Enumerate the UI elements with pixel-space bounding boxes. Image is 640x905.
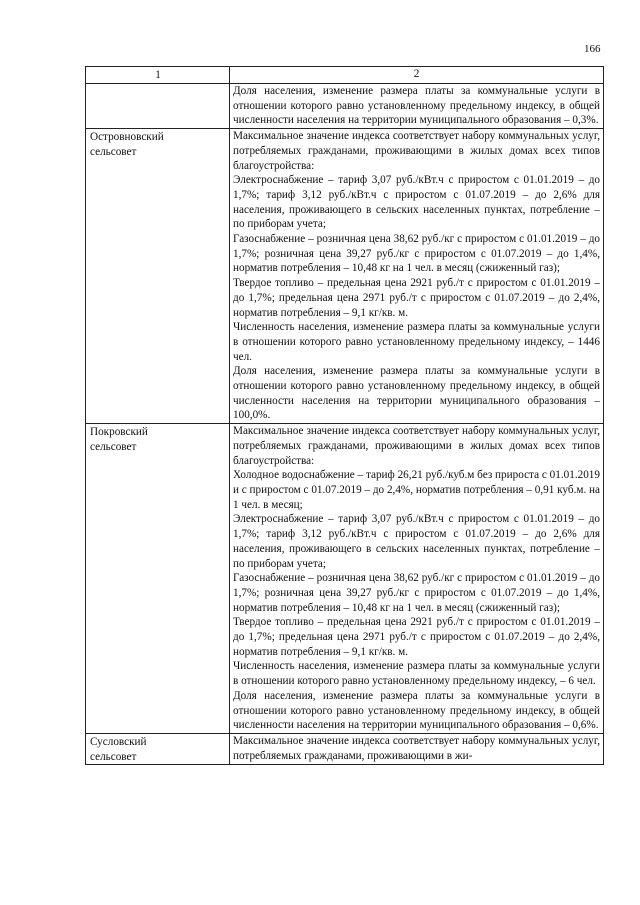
paragraph: Твердое топливо – предельная цена 2921 руб./т с приростом с 01.01.2019 – до 1,7%; предельная цена 2971 руб./т с приростом с 01.07.2019 – до 2,4%, норматив потребления – 9,1 кг/кв. м. (233, 616, 600, 658)
paragraph: Численность населения, изменение размера платы за коммунальные услуги в отношении которого равно установленному предельному индексу, – 6 чел. (233, 660, 600, 688)
table-row (86, 733, 604, 764)
paragraph: Доля населения, изменение размера платы за коммунальные услуги в отношении которого равно установленному предельному индексу, в общей численности населения на территории муниципального образования – 100,0%. (233, 365, 600, 422)
paragraph: Доля населения, изменение размера платы за коммунальные услуги в отношении которого равно установленному предельному индексу, в общей численности населения на территории муниципального образования – 0,3%. (233, 85, 600, 127)
paragraph: Максимальное значение индекса соответствует набору коммунальных услуг, потребляемых гражданами, проживающими в жилых домах всех типов благоустройства: (233, 425, 600, 467)
paragraph: Доля населения, изменение размера платы за коммунальные услуги в отношении которого равно установленному предельному индексу, в общей численности населения на территории муниципального образования – 0,6%. (233, 689, 600, 732)
paragraph: Максимальное значение индекса соответствует набору коммунальных услуг, потребляемых гражданами, проживающими в жи- (233, 734, 600, 762)
paragraph: Численность населения, изменение размера платы за коммунальные услуги в отношении которого равно установленному предельному индексу, – 1446 чел. (233, 321, 600, 363)
municipality-name: Сусловский сельсовет (86, 733, 230, 764)
municipality-name (86, 84, 230, 129)
paragraph: Электроснабжение – тариф 3,07 руб./кВт.ч с приростом с 01.01.2019 – до 1,7%; тариф 3,12 руб./кВт.ч с приростом с 01.07.2019 – до 2,6% для населения, проживающего в сельских населенных пунктах, потребление – по приборам учета; (233, 174, 600, 231)
paragraph: Максимальное значение индекса соответствует набору коммунальных услуг, потребляемых гражданами, проживающими в жилых домах всех типов благоустройства: (233, 130, 600, 172)
municipality-name: Покровский сельсовет (86, 424, 230, 734)
row-description (230, 84, 604, 129)
paragraph: Газоснабжение – розничная цена 38,62 руб./кг с приростом с 01.01.2019 – до 1,7%; розничная цена 39,27 руб./кг с приростом с 01.07.2019 – до 1,4%, норматив потребления – 10,48 кг на 1 чел. в месяц (сжиженный газ); (233, 233, 600, 275)
column-header-2: 2 (230, 67, 604, 84)
table-header-row (86, 67, 604, 84)
table-row (86, 424, 604, 734)
row-description (230, 129, 604, 424)
municipality-name: Островновский сельсовет (86, 129, 230, 424)
paragraph: Газоснабжение – розничная цена 38,62 руб./кг с приростом с 01.01.2019 – до 1,7%; розничная цена 39,27 руб./кг с приростом с 01.07.2019 – до 1,4%, норматив потребления – 10,48 кг на 1 чел. в месяц (сжиженный газ); (233, 572, 600, 614)
table-row (86, 129, 604, 424)
page-number: 166 (584, 43, 601, 55)
paragraph: Твердое топливо – предельная цена 2921 руб./т с приростом с 01.01.2019 – до 1,7%; предельная цена 2971 руб./т с приростом с 01.07.2019 – до 2,4%, норматив потребления – 9,1 кг/кв. м. (233, 277, 600, 319)
column-header-1: 1 (86, 67, 230, 84)
row-description (230, 424, 604, 734)
row-description (230, 733, 604, 764)
paragraph: Холодное водоснабжение – тариф 26,21 руб./куб.м без прироста с 01.01.2019 и с приростом с 01.07.2019 – до 2,4%, норматив потребления – 0,91 куб.м. на 1 чел. в месяц; (233, 469, 600, 511)
paragraph: Электроснабжение – тариф 3,07 руб./кВт.ч с приростом с 01.01.2019 – до 1,7%; тариф 3,12 руб./кВт.ч с приростом с 01.07.2019 – до 2,6% для населения, проживающего в сельских населенных пунктах, потребление – по приборам учета; (233, 513, 600, 570)
table-row (86, 84, 604, 129)
index-table (85, 66, 604, 765)
